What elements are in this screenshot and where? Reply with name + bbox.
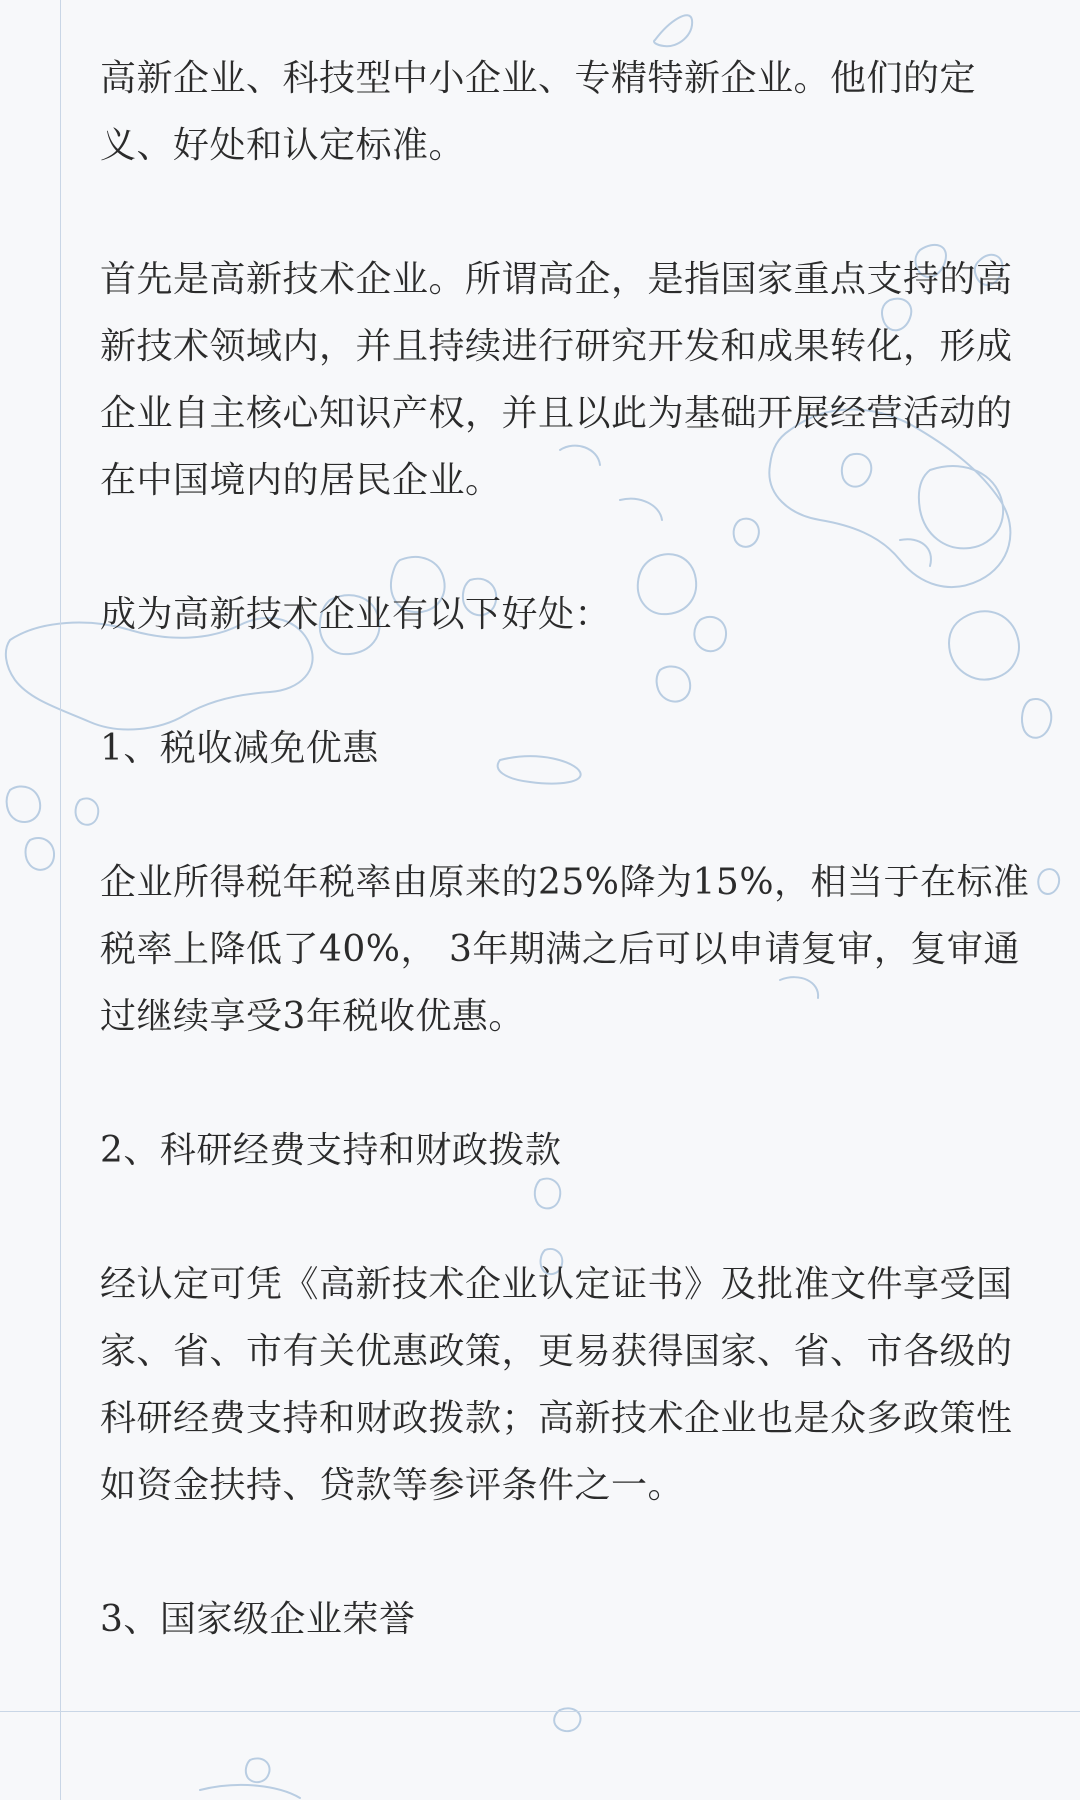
benefit-2-detail: 经认定可凭《高新技术企业认定证书》及批准文件享受国家、省、市有关优惠政策，更易获得国家、省、市各级的科研经费支持和财政拨款；高新技术企业也是众多政策性如资金扶持、贷款等参评条件之一。	[100, 1264, 1013, 1506]
intro-paragraph: 高新企业、科技型中小企业、专精特新企业。他们的定义、好处和认定标准。	[100, 58, 977, 166]
margin-rule-horizontal	[0, 1711, 1080, 1712]
high-tech-definition-paragraph: 首先是高新技术企业。所谓高企，是指国家重点支持的高新技术领域内，并且持续进行研究开发和成果转化，形成企业自主核心知识产权，并且以此为基础开展经营活动的在中国境内的居民企业。	[100, 259, 1013, 501]
margin-rule-vertical	[60, 0, 61, 1800]
benefits-intro-paragraph: 成为高新技术企业有以下好处：	[100, 594, 612, 635]
benefit-3-heading: 3、国家级企业荣誉	[100, 1599, 416, 1640]
benefit-1-heading: 1、税收减免优惠	[100, 728, 379, 769]
benefit-2-heading: 2、科研经费支持和财政拨款	[100, 1130, 562, 1171]
benefit-1-detail: 企业所得税年税率由原来的25%降为15%，相当于在标准税率上降低了40%， 3年期满之后可以申请复审，复审通过继续享受3年税收优惠。	[100, 862, 1030, 1037]
article-body	[100, 45, 1030, 1653]
